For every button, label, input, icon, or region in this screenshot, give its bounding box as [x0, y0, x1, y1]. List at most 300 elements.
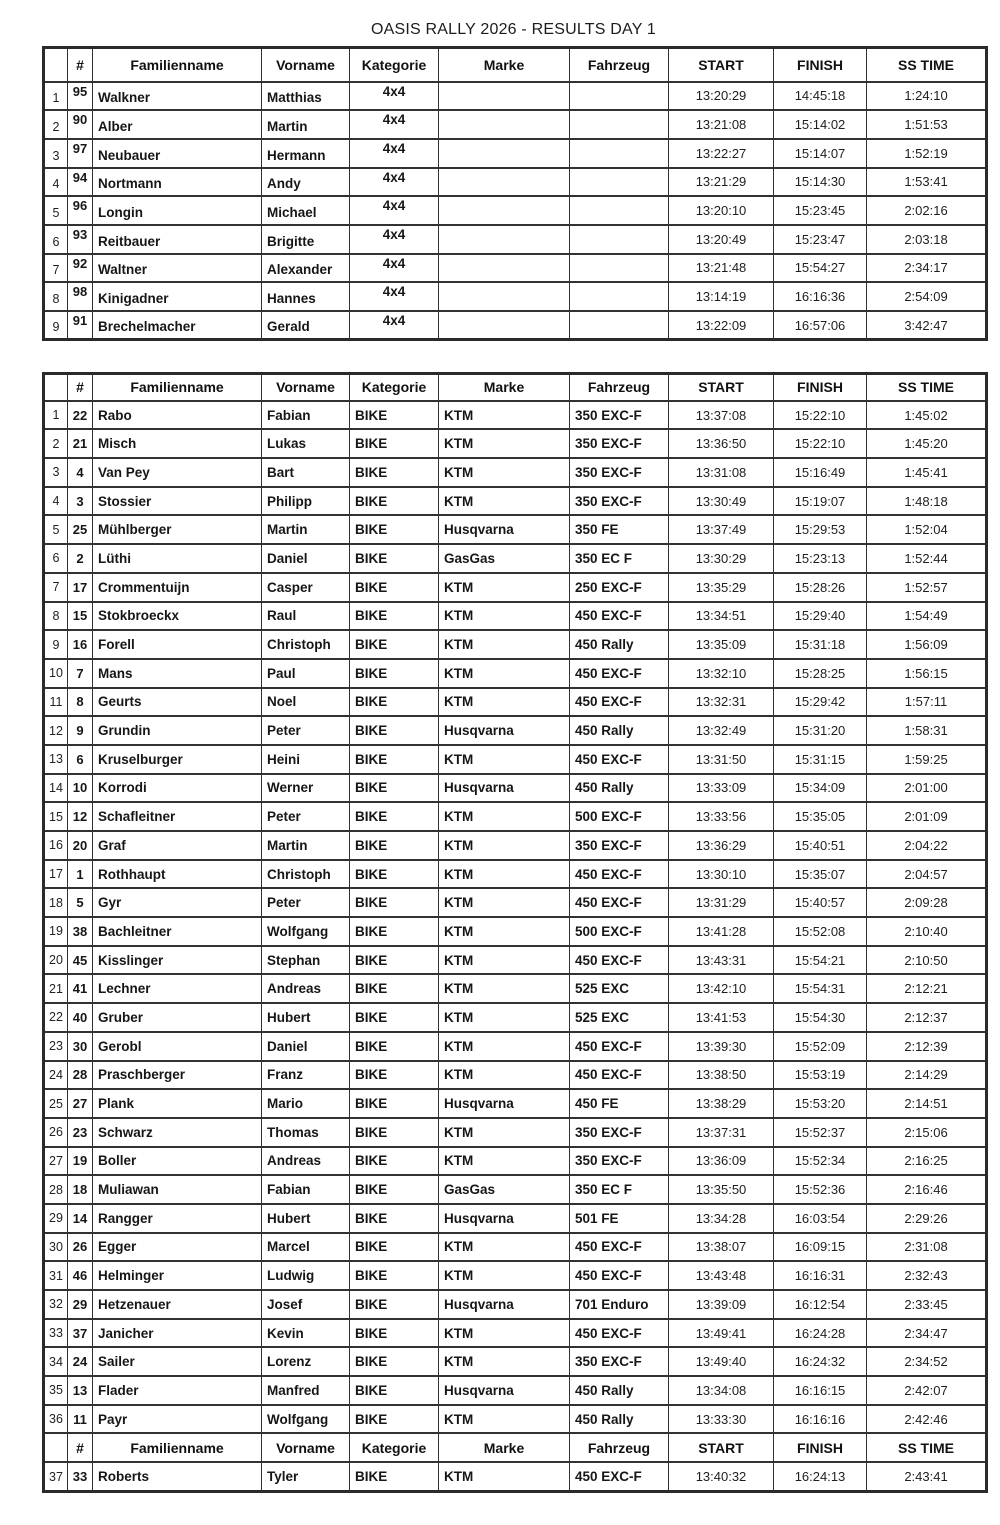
cell-vorname: Lukas: [262, 429, 350, 458]
cell-kategorie: 4x4: [350, 282, 439, 311]
cell-marke: KTM: [439, 1405, 570, 1434]
cell-bib-number: 2: [68, 544, 93, 573]
cell-vorname: Martin: [262, 831, 350, 860]
cell-finish-time: 15:52:36: [774, 1175, 867, 1204]
header-start: START: [669, 374, 774, 401]
cell-vorname: Heini: [262, 745, 350, 774]
cell-kategorie: BIKE: [350, 458, 439, 487]
header-vorname: Vorname: [262, 1433, 350, 1462]
cell-marke: KTM: [439, 458, 570, 487]
cell-bib-number: 5: [68, 888, 93, 917]
cell-familienname: Rothhaupt: [93, 860, 262, 889]
cell-ss-time: 1:57:11: [867, 688, 987, 717]
cell-marke: Husqvarna: [439, 774, 570, 803]
cell-finish-time: 15:54:27: [774, 254, 867, 283]
cell-bib-number: 15: [68, 602, 93, 631]
cell-marke: KTM: [439, 688, 570, 717]
cell-familienname: Grundin: [93, 716, 262, 745]
cell-fahrzeug: 350 EXC-F: [570, 831, 669, 860]
cell-position: 3: [44, 139, 68, 168]
cell-kategorie: BIKE: [350, 1233, 439, 1262]
cell-position: 33: [44, 1319, 68, 1348]
cell-marke: KTM: [439, 1032, 570, 1061]
cell-position: 5: [44, 515, 68, 544]
cell-position: 32: [44, 1290, 68, 1319]
cell-bib-number: 27: [68, 1089, 93, 1118]
cell-fahrzeug: 350 EXC-F: [570, 487, 669, 516]
table-row: [44, 630, 987, 659]
cell-kategorie: BIKE: [350, 573, 439, 602]
cell-vorname: Josef: [262, 1290, 350, 1319]
cell-ss-time: 1:52:19: [867, 139, 987, 168]
cell-finish-time: 15:29:40: [774, 602, 867, 631]
cell-bib-number: 96: [68, 196, 93, 225]
cell-vorname: Wolfgang: [262, 1405, 350, 1434]
header-start: START: [669, 48, 774, 82]
table-row: [44, 139, 987, 168]
cell-familienname: Egger: [93, 1233, 262, 1262]
cell-start-time: 13:33:09: [669, 774, 774, 803]
cell-familienname: Kruselburger: [93, 745, 262, 774]
cell-position: 12: [44, 716, 68, 745]
cell-vorname: Fabian: [262, 1175, 350, 1204]
cell-ss-time: 1:45:20: [867, 429, 987, 458]
cell-ss-time: 2:10:50: [867, 946, 987, 975]
cell-finish-time: 15:34:09: [774, 774, 867, 803]
cell-bib-number: 19: [68, 1147, 93, 1176]
cell-fahrzeug: 450 EXC-F: [570, 745, 669, 774]
cell-start-time: 13:43:31: [669, 946, 774, 975]
cell-bib-number: 10: [68, 774, 93, 803]
cell-bib-number: 16: [68, 630, 93, 659]
cell-fahrzeug: 350 EXC-F: [570, 401, 669, 430]
cell-vorname: Christoph: [262, 860, 350, 889]
cell-finish-time: 14:45:18: [774, 82, 867, 111]
cell-position: 24: [44, 1061, 68, 1090]
cell-familienname: Stokbroeckx: [93, 602, 262, 631]
cell-kategorie: BIKE: [350, 1204, 439, 1233]
cell-start-time: 13:32:49: [669, 716, 774, 745]
cell-position: 11: [44, 688, 68, 717]
header-finish: FINISH: [774, 374, 867, 401]
cell-position: 13: [44, 745, 68, 774]
cell-finish-time: 15:19:07: [774, 487, 867, 516]
cell-bib-number: 97: [68, 139, 93, 168]
cell-familienname: Korrodi: [93, 774, 262, 803]
cell-fahrzeug: [570, 110, 669, 139]
cell-kategorie: BIKE: [350, 888, 439, 917]
cell-start-time: 13:40:32: [669, 1462, 774, 1491]
table-row: [44, 82, 987, 111]
cell-kategorie: BIKE: [350, 659, 439, 688]
cell-position: 9: [44, 630, 68, 659]
cell-bib-number: 28: [68, 1061, 93, 1090]
cell-kategorie: BIKE: [350, 1147, 439, 1176]
cell-familienname: Praschberger: [93, 1061, 262, 1090]
cell-bib-number: 93: [68, 225, 93, 254]
table-row: [44, 888, 987, 917]
cell-position: 1: [44, 82, 68, 111]
cell-ss-time: 1:45:02: [867, 401, 987, 430]
cell-finish-time: 16:24:13: [774, 1462, 867, 1491]
cell-fahrzeug: 500 EXC-F: [570, 917, 669, 946]
cell-kategorie: 4x4: [350, 82, 439, 111]
table-row: [44, 1147, 987, 1176]
table-row: [44, 311, 987, 340]
cell-bib-number: 17: [68, 573, 93, 602]
cell-familienname: Hetzenauer: [93, 1290, 262, 1319]
table-row: [44, 1175, 987, 1204]
cell-start-time: 13:20:10: [669, 196, 774, 225]
cell-start-time: 13:21:29: [669, 168, 774, 197]
cell-fahrzeug: 450 EXC-F: [570, 1233, 669, 1262]
cell-marke: KTM: [439, 659, 570, 688]
cell-start-time: 13:33:30: [669, 1405, 774, 1434]
cell-start-time: 13:30:10: [669, 860, 774, 889]
table-row: [44, 254, 987, 283]
cell-fahrzeug: 350 EC F: [570, 544, 669, 573]
cell-bib-number: 7: [68, 659, 93, 688]
cell-bib-number: 46: [68, 1261, 93, 1290]
cell-fahrzeug: 350 EXC-F: [570, 429, 669, 458]
cell-bib-number: 24: [68, 1347, 93, 1376]
cell-start-time: 13:22:09: [669, 311, 774, 340]
cell-vorname: Hubert: [262, 1003, 350, 1032]
cell-finish-time: 16:03:54: [774, 1204, 867, 1233]
cell-kategorie: BIKE: [350, 515, 439, 544]
cell-finish-time: 15:40:51: [774, 831, 867, 860]
cell-fahrzeug: 350 FE: [570, 515, 669, 544]
cell-vorname: Hermann: [262, 139, 350, 168]
header-start: START: [669, 1433, 774, 1462]
cell-familienname: Lüthi: [93, 544, 262, 573]
table-row: [44, 1003, 987, 1032]
cell-finish-time: 15:52:37: [774, 1118, 867, 1147]
cell-fahrzeug: 450 EXC-F: [570, 1462, 669, 1491]
header-bib-number: #: [68, 374, 93, 401]
cell-marke: KTM: [439, 1147, 570, 1176]
cell-bib-number: 13: [68, 1376, 93, 1405]
cell-marke: KTM: [439, 573, 570, 602]
cell-finish-time: 15:23:13: [774, 544, 867, 573]
table-row: [44, 831, 987, 860]
header-position: [44, 48, 68, 82]
cell-kategorie: BIKE: [350, 630, 439, 659]
cell-vorname: Peter: [262, 802, 350, 831]
cell-kategorie: BIKE: [350, 1003, 439, 1032]
cell-fahrzeug: 501 FE: [570, 1204, 669, 1233]
cell-marke: KTM: [439, 917, 570, 946]
cell-kategorie: 4x4: [350, 110, 439, 139]
cell-start-time: 13:20:49: [669, 225, 774, 254]
cell-kategorie: BIKE: [350, 1376, 439, 1405]
cell-marke: KTM: [439, 1347, 570, 1376]
cell-marke: KTM: [439, 802, 570, 831]
cell-familienname: Muliawan: [93, 1175, 262, 1204]
cell-kategorie: BIKE: [350, 1462, 439, 1491]
table-row: [44, 1233, 987, 1262]
cell-vorname: Werner: [262, 774, 350, 803]
header-familienname: Familienname: [93, 48, 262, 82]
cell-familienname: Boller: [93, 1147, 262, 1176]
cell-start-time: 13:38:07: [669, 1233, 774, 1262]
cell-start-time: 13:33:56: [669, 802, 774, 831]
cell-finish-time: 16:09:15: [774, 1233, 867, 1262]
cell-vorname: Casper: [262, 573, 350, 602]
header-familienname: Familienname: [93, 1433, 262, 1462]
cell-vorname: Fabian: [262, 401, 350, 430]
results-table-bike: [42, 372, 988, 1492]
cell-fahrzeug: 450 Rally: [570, 1405, 669, 1434]
cell-ss-time: 2:42:07: [867, 1376, 987, 1405]
page-title: OASIS RALLY 2026 - RESULTS DAY 1: [370, 21, 657, 38]
cell-ss-time: 1:51:53: [867, 110, 987, 139]
cell-fahrzeug: 450 FE: [570, 1089, 669, 1118]
cell-fahrzeug: 500 EXC-F: [570, 802, 669, 831]
cell-marke: [439, 311, 570, 340]
table-row: [44, 602, 987, 631]
header-finish: FINISH: [774, 1433, 867, 1462]
cell-fahrzeug: 525 EXC: [570, 974, 669, 1003]
cell-kategorie: BIKE: [350, 544, 439, 573]
cell-fahrzeug: [570, 282, 669, 311]
table-row: [44, 1319, 987, 1348]
cell-ss-time: 2:31:08: [867, 1233, 987, 1262]
cell-bib-number: 18: [68, 1175, 93, 1204]
header-finish: FINISH: [774, 48, 867, 82]
cell-marke: [439, 110, 570, 139]
cell-position: 2: [44, 110, 68, 139]
cell-bib-number: 37: [68, 1319, 93, 1348]
cell-kategorie: BIKE: [350, 1118, 439, 1147]
header-row: [44, 1433, 987, 1462]
cell-fahrzeug: [570, 225, 669, 254]
header-row: [44, 374, 987, 401]
cell-fahrzeug: 350 EXC-F: [570, 1347, 669, 1376]
cell-ss-time: 2:16:25: [867, 1147, 987, 1176]
cell-familienname: Nortmann: [93, 168, 262, 197]
cell-start-time: 13:42:10: [669, 974, 774, 1003]
header-row: [44, 48, 987, 82]
cell-marke: KTM: [439, 630, 570, 659]
cell-position: 7: [44, 254, 68, 283]
cell-ss-time: 2:04:57: [867, 860, 987, 889]
table-row: [44, 1032, 987, 1061]
cell-start-time: 13:35:29: [669, 573, 774, 602]
cell-vorname: Paul: [262, 659, 350, 688]
table-header: [44, 374, 987, 401]
table-row: [44, 860, 987, 889]
cell-start-time: 13:32:10: [669, 659, 774, 688]
header-marke: Marke: [439, 374, 570, 401]
cell-finish-time: 16:57:06: [774, 311, 867, 340]
header-position: [44, 374, 68, 401]
cell-fahrzeug: [570, 82, 669, 111]
cell-start-time: 13:30:49: [669, 487, 774, 516]
cell-marke: KTM: [439, 487, 570, 516]
cell-fahrzeug: [570, 139, 669, 168]
cell-start-time: 13:49:41: [669, 1319, 774, 1348]
cell-ss-time: 2:14:51: [867, 1089, 987, 1118]
table-row: [44, 401, 987, 430]
cell-start-time: 13:20:29: [669, 82, 774, 111]
cell-vorname: Peter: [262, 716, 350, 745]
cell-position: 27: [44, 1147, 68, 1176]
cell-kategorie: BIKE: [350, 1347, 439, 1376]
table-row: [44, 974, 987, 1003]
cell-start-time: 13:34:28: [669, 1204, 774, 1233]
cell-kategorie: BIKE: [350, 1032, 439, 1061]
cell-start-time: 13:22:27: [669, 139, 774, 168]
cell-familienname: Geurts: [93, 688, 262, 717]
cell-finish-time: 15:53:19: [774, 1061, 867, 1090]
cell-position: 18: [44, 888, 68, 917]
table-body-4x4: [44, 82, 987, 340]
cell-kategorie: BIKE: [350, 745, 439, 774]
table-row: [44, 1347, 987, 1376]
cell-marke: KTM: [439, 974, 570, 1003]
cell-bib-number: 1: [68, 860, 93, 889]
cell-vorname: Bart: [262, 458, 350, 487]
table-row: [44, 429, 987, 458]
header-marke: Marke: [439, 1433, 570, 1462]
table-row: [44, 688, 987, 717]
cell-kategorie: BIKE: [350, 716, 439, 745]
cell-kategorie: BIKE: [350, 946, 439, 975]
cell-fahrzeug: 525 EXC: [570, 1003, 669, 1032]
cell-familienname: Brechelmacher: [93, 311, 262, 340]
cell-familienname: Gruber: [93, 1003, 262, 1032]
cell-ss-time: 2:43:41: [867, 1462, 987, 1491]
cell-position: 36: [44, 1405, 68, 1434]
cell-start-time: 13:36:09: [669, 1147, 774, 1176]
cell-position: 34: [44, 1347, 68, 1376]
cell-position: 6: [44, 225, 68, 254]
cell-vorname: Tyler: [262, 1462, 350, 1491]
cell-finish-time: 16:16:36: [774, 282, 867, 311]
cell-finish-time: 15:53:20: [774, 1089, 867, 1118]
cell-marke: [439, 225, 570, 254]
cell-position: 3: [44, 458, 68, 487]
cell-ss-time: 2:34:17: [867, 254, 987, 283]
table-row: [44, 573, 987, 602]
cell-familienname: Walkner: [93, 82, 262, 111]
cell-vorname: Philipp: [262, 487, 350, 516]
cell-familienname: Gyr: [93, 888, 262, 917]
cell-fahrzeug: 450 EXC-F: [570, 659, 669, 688]
cell-fahrzeug: [570, 311, 669, 340]
cell-bib-number: 95: [68, 82, 93, 111]
cell-marke: KTM: [439, 888, 570, 917]
cell-finish-time: 16:24:32: [774, 1347, 867, 1376]
cell-position: 23: [44, 1032, 68, 1061]
cell-vorname: Christoph: [262, 630, 350, 659]
cell-vorname: Raul: [262, 602, 350, 631]
cell-bib-number: 25: [68, 515, 93, 544]
cell-start-time: 13:36:50: [669, 429, 774, 458]
cell-vorname: Wolfgang: [262, 917, 350, 946]
cell-bib-number: 11: [68, 1405, 93, 1434]
cell-position: 25: [44, 1089, 68, 1118]
cell-ss-time: 2:01:09: [867, 802, 987, 831]
cell-kategorie: BIKE: [350, 917, 439, 946]
table-row: [44, 659, 987, 688]
cell-start-time: 13:14:19: [669, 282, 774, 311]
cell-familienname: Graf: [93, 831, 262, 860]
cell-ss-time: 2:09:28: [867, 888, 987, 917]
cell-vorname: Marcel: [262, 1233, 350, 1262]
cell-kategorie: 4x4: [350, 196, 439, 225]
cell-fahrzeug: [570, 254, 669, 283]
cell-finish-time: 15:54:31: [774, 974, 867, 1003]
cell-start-time: 13:43:48: [669, 1261, 774, 1290]
cell-finish-time: 15:23:47: [774, 225, 867, 254]
header-fahrzeug: Fahrzeug: [570, 1433, 669, 1462]
cell-marke: Husqvarna: [439, 1089, 570, 1118]
cell-kategorie: BIKE: [350, 1089, 439, 1118]
cell-ss-time: 2:10:40: [867, 917, 987, 946]
cell-finish-time: 15:23:45: [774, 196, 867, 225]
cell-vorname: Michael: [262, 196, 350, 225]
header-vorname: Vorname: [262, 374, 350, 401]
cell-finish-time: 15:35:07: [774, 860, 867, 889]
cell-ss-time: 2:14:29: [867, 1061, 987, 1090]
cell-ss-time: 2:34:47: [867, 1319, 987, 1348]
cell-vorname: Thomas: [262, 1118, 350, 1147]
cell-bib-number: 29: [68, 1290, 93, 1319]
cell-marke: Husqvarna: [439, 515, 570, 544]
cell-position: 19: [44, 917, 68, 946]
cell-finish-time: 15:31:20: [774, 716, 867, 745]
cell-bib-number: 30: [68, 1032, 93, 1061]
cell-marke: KTM: [439, 602, 570, 631]
cell-marke: [439, 196, 570, 225]
cell-position: 26: [44, 1118, 68, 1147]
cell-marke: KTM: [439, 946, 570, 975]
repeated-table-header: [44, 1433, 987, 1462]
cell-finish-time: 15:28:26: [774, 573, 867, 602]
cell-ss-time: 2:12:37: [867, 1003, 987, 1032]
cell-start-time: 13:36:29: [669, 831, 774, 860]
cell-bib-number: 91: [68, 311, 93, 340]
cell-familienname: Payr: [93, 1405, 262, 1434]
cell-kategorie: BIKE: [350, 688, 439, 717]
cell-familienname: Rangger: [93, 1204, 262, 1233]
cell-vorname: Daniel: [262, 544, 350, 573]
cell-start-time: 13:37:49: [669, 515, 774, 544]
cell-ss-time: 2:29:26: [867, 1204, 987, 1233]
table-row: [44, 110, 987, 139]
cell-position: 6: [44, 544, 68, 573]
cell-position: 4: [44, 487, 68, 516]
cell-bib-number: 45: [68, 946, 93, 975]
cell-kategorie: 4x4: [350, 311, 439, 340]
cell-ss-time: 2:34:52: [867, 1347, 987, 1376]
cell-familienname: Plank: [93, 1089, 262, 1118]
cell-marke: KTM: [439, 1319, 570, 1348]
cell-marke: [439, 282, 570, 311]
cell-familienname: Waltner: [93, 254, 262, 283]
cell-fahrzeug: 450 EXC-F: [570, 946, 669, 975]
table-row: [44, 1376, 987, 1405]
cell-marke: [439, 254, 570, 283]
cell-start-time: 13:30:29: [669, 544, 774, 573]
cell-fahrzeug: 250 EXC-F: [570, 573, 669, 602]
cell-kategorie: BIKE: [350, 1405, 439, 1434]
cell-finish-time: 15:52:08: [774, 917, 867, 946]
cell-marke: KTM: [439, 1233, 570, 1262]
results-table-4x4: [42, 46, 988, 341]
